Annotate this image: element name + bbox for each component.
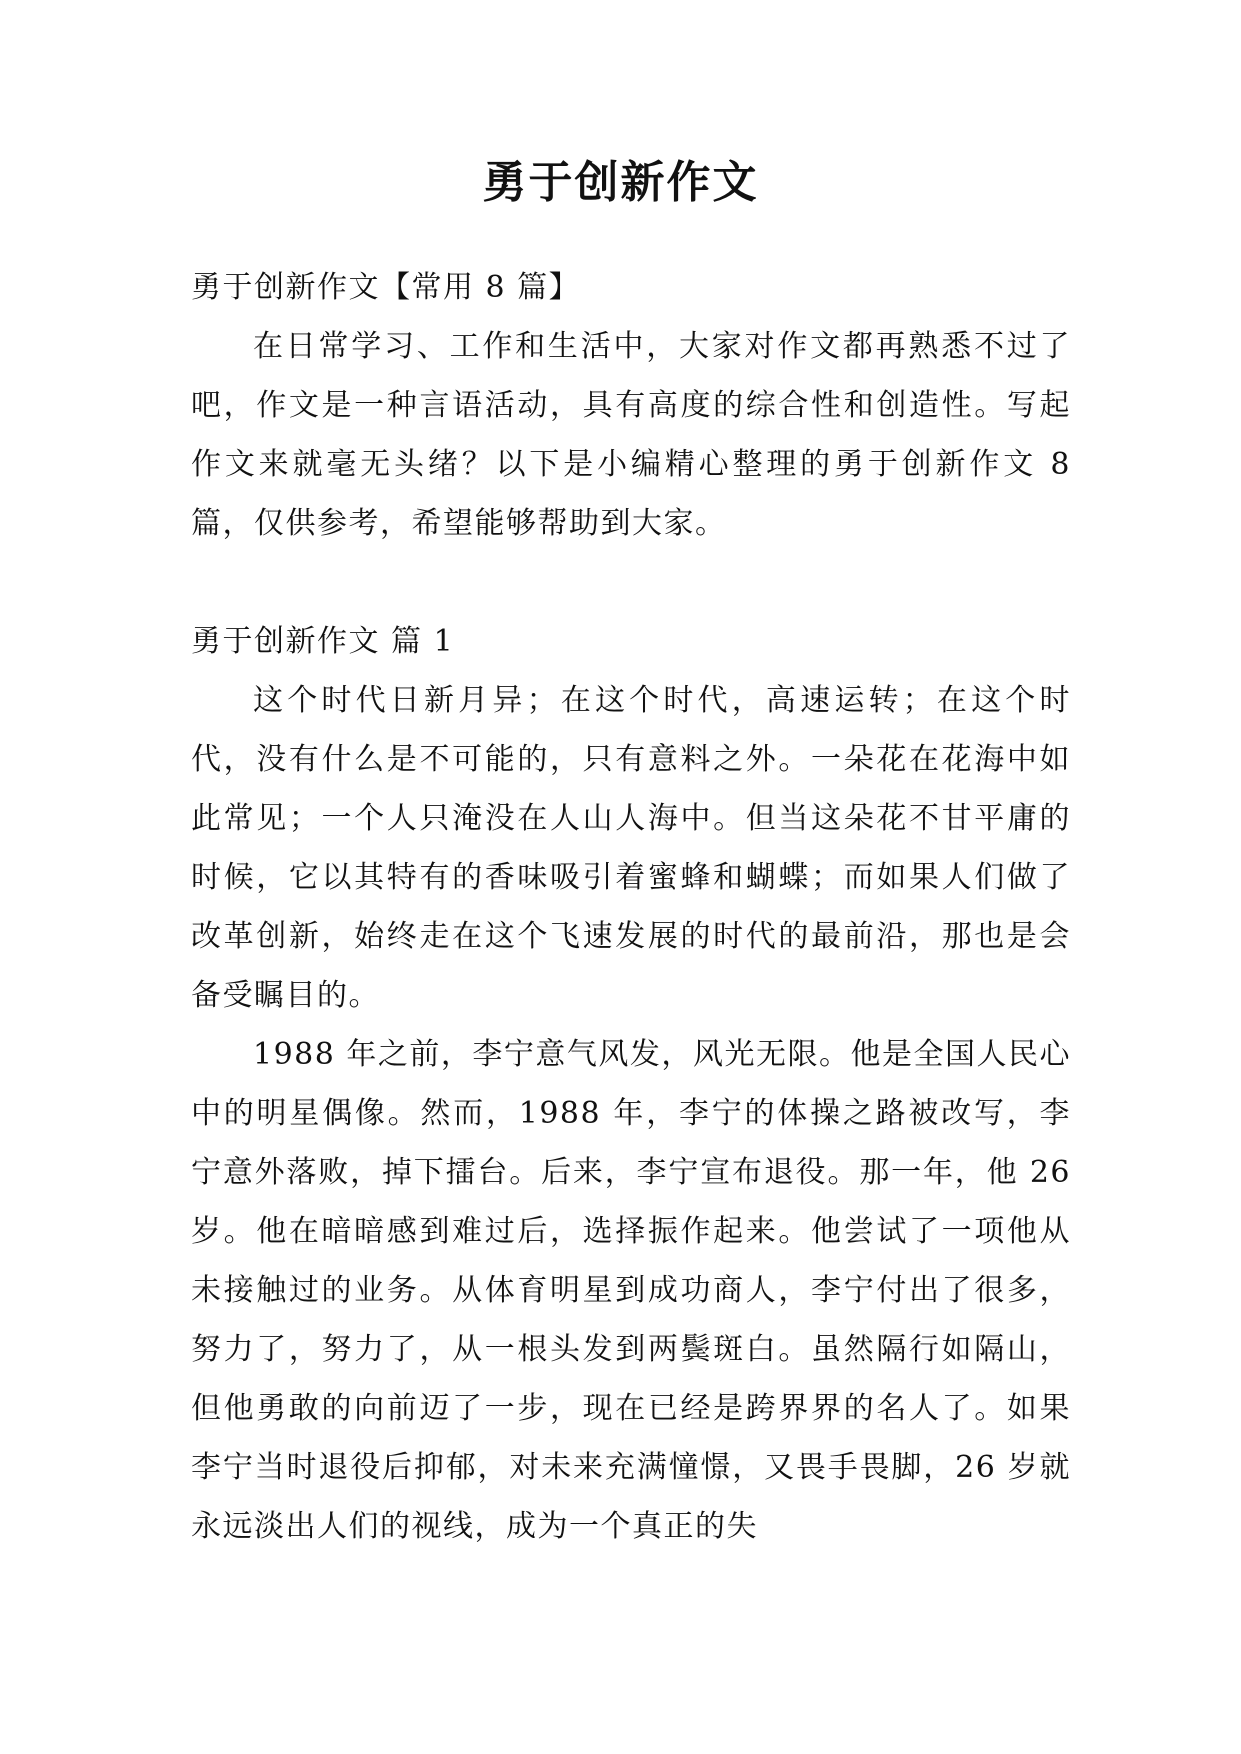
document-body [191, 258, 1071, 1556]
section-spacer [191, 553, 1071, 612]
body-paragraph: 这个时代日新月异；在这个时代，高速运转；在这个时代，没有什么是不可能的，只有意料之外。一朵花在花海中如此常见；一个人只淹没在人山人海中。但当这朵花不甘平庸的时候，它以其特有的香味吸引着蜜蜂和蝴蝶；而如果人们做了改革创新，始终走在这个飞速发展的时代的最前沿，那也是会备受瞩目的。 [191, 683, 1071, 1013]
document-subtitle: 勇于创新作文【常用 8 篇】 [191, 270, 581, 305]
body-paragraph: 1988 年之前，李宁意气风发，风光无限。他是全国人民心中的明星偶像。然而，1988 年，李宁的体操之路被改写，李宁意外落败，掉下擂台。后来，李宁宣布退役。那一年，他 26 岁。他在暗暗感到难过后，选择振作起来。他尝试了一项他从未接触过的业务。从体育明星到成功商人，李宁付出了很多，努力了，努力了，从一根头发到两鬓斑白。虽然隔行如隔山，但他勇敢的向前迈了一步，现在已经是跨界界的名人了。如果李宁当时退役后抑郁，对未来充满憧憬，又畏手畏脚，26 岁就永远淡出人们的视线，成为一个真正的失 [191, 1037, 1071, 1544]
document-title: 勇于创新作文 [482, 157, 759, 208]
section-heading: 勇于创新作文 篇 1 [191, 624, 455, 659]
intro-paragraph: 在日常学习、工作和生活中，大家对作文都再熟悉不过了吧，作文是一种言语活动，具有高度的综合性和创造性。写起作文来就毫无头绪？以下是小编精心整理的勇于创新作文 8 篇，仅供参考，希望能够帮助到大家。 [191, 329, 1071, 541]
